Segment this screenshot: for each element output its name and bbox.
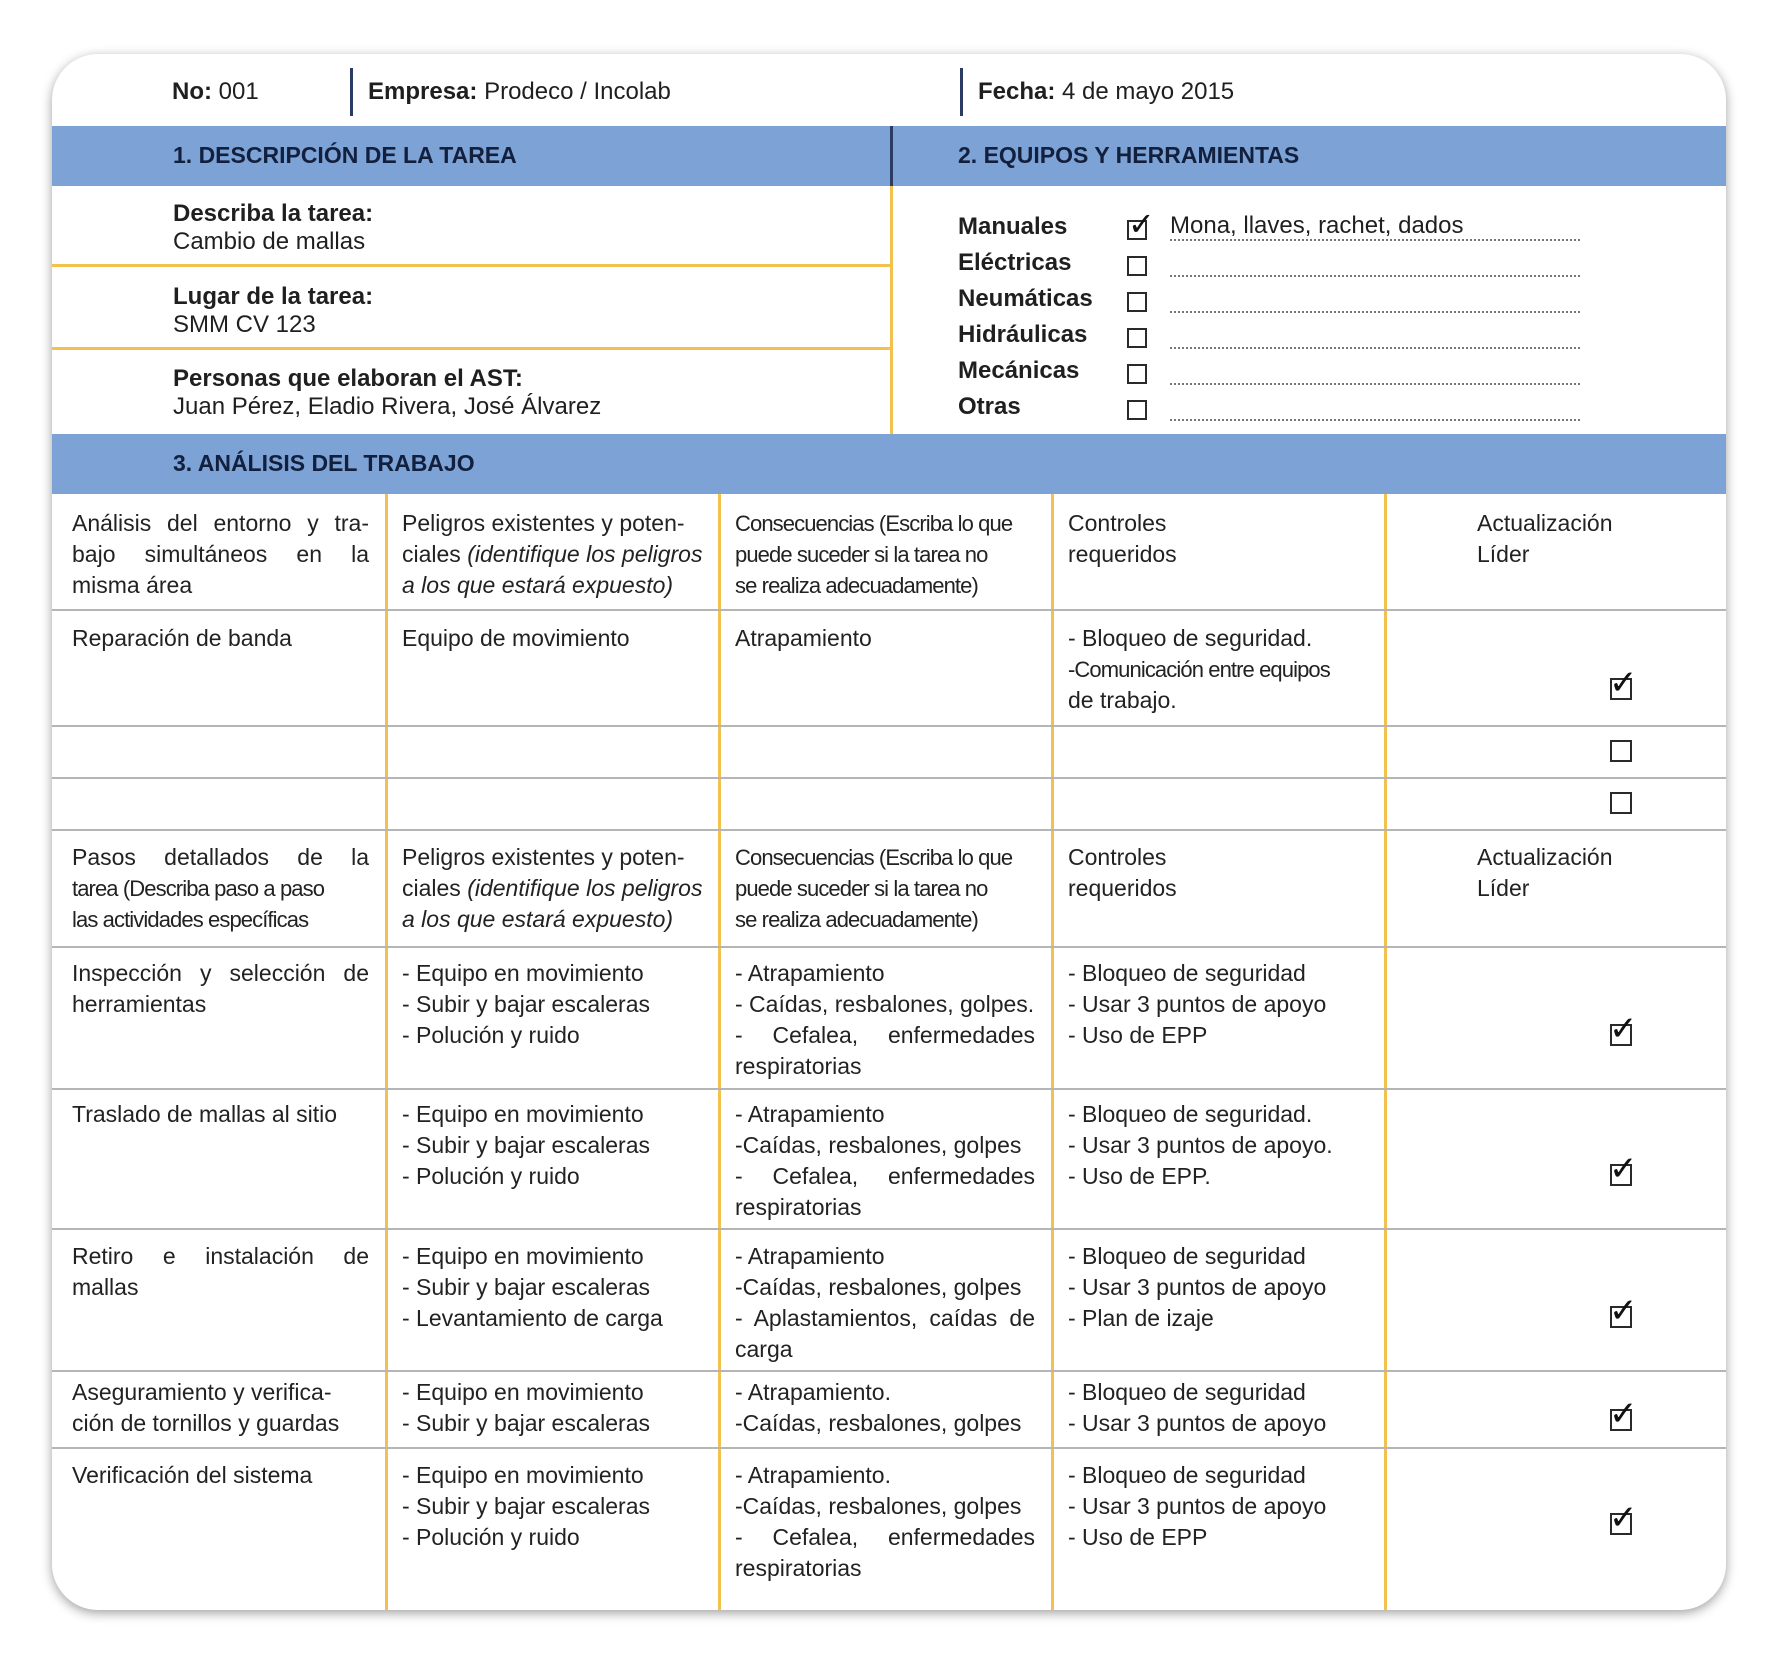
cell-text-line: -Caídas, resbalones, golpes [735, 1132, 1022, 1158]
info-divider [960, 68, 963, 116]
check-icon: ✓ [1609, 1150, 1638, 1188]
cell-text-line: - Atrapamiento [735, 960, 885, 986]
cell-text-line: - Cefalea, enfermedades [735, 1022, 1035, 1048]
row-controls [1068, 1099, 1368, 1192]
leader-checkbox[interactable] [1609, 664, 1638, 702]
header-text-line: misma área [72, 572, 193, 598]
header-hazards [402, 842, 702, 935]
row-divider [52, 946, 1726, 948]
form-company [368, 78, 671, 106]
cell-text-line: - Uso de EPP. [1068, 1163, 1211, 1189]
header-steps [72, 842, 369, 935]
cell-text-line: - Atrapamiento. [735, 1462, 891, 1488]
header-controls [1068, 842, 1368, 904]
cell-text-line: Inspección y selección de [72, 960, 369, 986]
section-divider [890, 186, 893, 434]
ast-authors-value: Juan Pérez, Eladio Rivera, José Álvarez [173, 393, 602, 420]
cell-text-line: - Usar 3 puntos de apoyo [1068, 1410, 1327, 1436]
cell-text-line: - Subir y bajar escaleras [402, 1132, 650, 1158]
task-description-value: Cambio de mallas [173, 228, 366, 255]
header-text-line: Peligros existentes y poten- [402, 844, 685, 870]
header-text-fragment: ciales [402, 541, 461, 567]
row-divider [52, 609, 1726, 611]
cell-text-line: - Levantamiento de carga [402, 1305, 663, 1331]
cell-text-line: Reparación de banda [72, 625, 292, 651]
row-hazards [402, 623, 702, 654]
cell-text-line: - Subir y bajar escaleras [402, 1274, 650, 1300]
header-consequences [735, 508, 1035, 601]
header-text-line: Actualización [1477, 510, 1613, 536]
cell-text-line: - Bloqueo de seguridad. [1068, 1101, 1313, 1127]
tool-checkbox-otras[interactable] [1127, 400, 1147, 420]
cell-text-line: - Usar 3 puntos de apoyo. [1068, 1132, 1333, 1158]
column-divider [718, 494, 721, 1610]
cell-text-line: - Usar 3 puntos de apoyo [1068, 991, 1327, 1017]
header-text-line: las actividades específicas [72, 907, 309, 932]
header-leader-update [1477, 508, 1697, 570]
tool-label-neumaticas: Neumáticas [958, 285, 1093, 312]
tool-label-mecanicas: Mecánicas [958, 357, 1080, 384]
column-divider [1051, 494, 1054, 1610]
header-text-line: Controles [1068, 844, 1167, 870]
leader-checkbox[interactable] [1609, 1395, 1638, 1433]
row-hazards [402, 958, 702, 1051]
cell-text-line: - Equipo en movimiento [402, 960, 644, 986]
header-text-line: Líder [1477, 875, 1530, 901]
row-controls [1068, 958, 1368, 1051]
header-text-fragment: ciales [402, 875, 461, 901]
company-value: Prodeco / Incolab [484, 78, 671, 105]
check-icon: ✓ [1609, 1499, 1638, 1537]
header-text-line: Líder [1477, 541, 1530, 567]
row-consequences [735, 1460, 1035, 1584]
row-divider [52, 829, 1726, 831]
tool-value-neumaticas[interactable] [1170, 285, 1580, 313]
cell-text-line: - Subir y bajar escaleras [402, 1410, 650, 1436]
cell-text-line: - Usar 3 puntos de apoyo [1068, 1493, 1327, 1519]
tool-label-otras: Otras [958, 393, 1021, 420]
header-controls [1068, 508, 1368, 570]
leader-checkbox[interactable] [1609, 1150, 1638, 1188]
tool-checkbox-mecanicas[interactable] [1127, 364, 1147, 384]
form-number [172, 78, 259, 106]
column-divider [1384, 494, 1387, 1610]
row-hazards [402, 1241, 702, 1334]
row-hazards [402, 1460, 702, 1553]
header-leader-update [1477, 842, 1697, 904]
cell-text-line: - Aplastamientos, caídas de [735, 1305, 1035, 1331]
row-divider [52, 1228, 1726, 1230]
row-consequences [735, 1377, 1035, 1439]
form-number-value: 001 [218, 78, 259, 105]
leader-checkbox[interactable] [1610, 792, 1632, 814]
cell-text-line: - Equipo en movimiento [402, 1243, 644, 1269]
form-number-label: No: [172, 78, 212, 105]
row-activity [72, 958, 369, 1020]
header-text-line: se realiza adecuadamente) [735, 573, 978, 598]
tool-label-manuales: Manuales [958, 213, 1068, 240]
row-divider [52, 1370, 1726, 1372]
tool-label-electricas: Eléctricas [958, 249, 1072, 276]
cell-text-line: Aseguramiento y verifica- [72, 1379, 332, 1405]
cell-text-line: - Subir y bajar escaleras [402, 991, 650, 1017]
header-text-line: Actualización [1477, 844, 1613, 870]
ast-authors [173, 365, 601, 421]
cell-text-line: Verificación del sistema [72, 1462, 313, 1488]
check-icon: ✓ [1609, 1010, 1638, 1048]
cell-text-line: - Usar 3 puntos de apoyo [1068, 1274, 1327, 1300]
row-divider [52, 1088, 1726, 1090]
cell-text-line: - Plan de izaje [1068, 1305, 1214, 1331]
cell-text-line: - Subir y bajar escaleras [402, 1493, 650, 1519]
tool-value-mecanicas[interactable] [1170, 357, 1580, 385]
header-text-line: puede suceder si la tarea no [735, 876, 988, 901]
row-activity [72, 623, 369, 654]
cell-text-line: Retiro e instalación de [72, 1243, 369, 1269]
tool-checkbox-manuales[interactable] [1127, 206, 1155, 242]
cell-text-line: - Bloqueo de seguridad. [1068, 625, 1313, 651]
form-info-row [52, 54, 1726, 126]
row-hazards [402, 1377, 702, 1439]
header-text-line: requeridos [1068, 875, 1177, 901]
cell-text-line: respiratorias [735, 1194, 862, 1220]
date-value: 4 de mayo 2015 [1062, 78, 1235, 105]
check-icon: ✓ [1609, 1395, 1638, 1433]
ast-authors-label: Personas que elaboran el AST: [173, 365, 523, 392]
cell-text-line: - Caídas, resbalones, golpes. [735, 991, 1035, 1017]
ast-form-card [52, 54, 1726, 1610]
cell-text-line: Equipo de movimiento [402, 625, 630, 651]
cell-text-line: - Bloqueo de seguridad [1068, 1462, 1306, 1488]
cell-text-line: Traslado de mallas al sitio [72, 1101, 338, 1127]
cell-text-line: respiratorias [735, 1555, 862, 1581]
row-consequences [735, 958, 1035, 1082]
cell-text-line: -Caídas, resbalones, golpes [735, 1410, 1022, 1436]
band-divider [890, 126, 893, 186]
row-controls [1068, 623, 1368, 716]
section2-title: 2. EQUIPOS Y HERRAMIENTAS [958, 142, 1300, 168]
task-location-value: SMM CV 123 [173, 311, 316, 338]
header-text-fragment: (identifique los peligros [467, 541, 703, 567]
check-icon: ✓ [1128, 206, 1155, 242]
row-controls [1068, 1241, 1368, 1334]
cell-text-line: respiratorias [735, 1053, 862, 1079]
divider [52, 347, 892, 350]
header-environment [72, 508, 369, 601]
header-text-line: Controles [1068, 510, 1167, 536]
cell-text-line: mallas [72, 1274, 139, 1300]
cell-text-line: ción de tornillos y guardas [72, 1410, 340, 1436]
cell-text-line: - Cefalea, enfermedades [735, 1163, 1035, 1189]
header-text-line: a los que estará expuesto) [402, 906, 674, 932]
header-text-line: tarea (Describa paso a paso [72, 876, 325, 901]
tool-value-manuales[interactable]: Mona, llaves, rachet, dados [1170, 213, 1580, 241]
cell-text-line: herramientas [72, 991, 207, 1017]
cell-text-line: - Equipo en movimiento [402, 1462, 644, 1488]
cell-text-line: - Atrapamiento [735, 1101, 885, 1127]
date-label: Fecha: [978, 78, 1056, 105]
header-text-line: a los que estará expuesto) [402, 572, 674, 598]
cell-text-line: - Polución y ruido [402, 1022, 580, 1048]
info-divider [350, 68, 353, 116]
divider [52, 264, 892, 267]
header-text-fragment: (identifique los peligros [467, 875, 703, 901]
row-consequences [735, 1099, 1035, 1223]
leader-checkbox[interactable] [1610, 740, 1632, 762]
row-activity [72, 1377, 369, 1439]
column-divider [385, 494, 388, 1610]
row-consequences [735, 1241, 1035, 1365]
task-location [173, 283, 373, 339]
cell-text-line: - Polución y ruido [402, 1524, 580, 1550]
form-date [978, 78, 1234, 106]
section3-title: 3. ANÁLISIS DEL TRABAJO [173, 450, 475, 476]
row-divider [52, 725, 1726, 727]
tool-label-hidraulicas: Hidráulicas [958, 321, 1088, 348]
header-text-line: Consecuencias (Escriba lo que [735, 511, 1013, 536]
row-divider [52, 1447, 1726, 1449]
cell-text-line: -Caídas, resbalones, golpes [735, 1274, 1022, 1300]
row-controls [1068, 1377, 1368, 1439]
cell-text-line: - Equipo en movimiento [402, 1379, 644, 1405]
cell-text-line: - Uso de EPP [1068, 1524, 1208, 1550]
row-consequences [735, 623, 1035, 654]
cell-text-line: - Atrapamiento [735, 1243, 885, 1269]
header-text-line: requeridos [1068, 541, 1177, 567]
cell-text-line: Atrapamiento [735, 625, 872, 651]
tool-checkbox-electricas[interactable] [1127, 256, 1147, 276]
header-text-line: Análisis del entorno y tra- [72, 510, 369, 536]
check-icon: ✓ [1609, 664, 1638, 702]
cell-text-line: - Polución y ruido [402, 1163, 580, 1189]
row-controls [1068, 1460, 1368, 1553]
row-divider [52, 777, 1726, 779]
cell-text-line: -Comunicación entre equipos [1068, 657, 1330, 682]
cell-text-line: - Cefalea, enfermedades [735, 1524, 1035, 1550]
cell-text-line: - Bloqueo de seguridad [1068, 1379, 1306, 1405]
cell-text-line: -Caídas, resbalones, golpes [735, 1493, 1022, 1519]
tool-checkbox-neumaticas[interactable] [1127, 292, 1147, 312]
header-consequences [735, 842, 1035, 935]
header-text-line: puede suceder si la tarea no [735, 542, 988, 567]
row-activity [72, 1099, 369, 1130]
header-text-line: Consecuencias (Escriba lo que [735, 845, 1013, 870]
row-activity [72, 1460, 369, 1491]
header-text-line: Pasos detallados de la [72, 844, 369, 870]
header-text-line: se realiza adecuadamente) [735, 907, 978, 932]
cell-text-line: de trabajo. [1068, 687, 1177, 713]
tool-value-electricas[interactable] [1170, 249, 1580, 277]
leader-checkbox[interactable] [1609, 1292, 1638, 1330]
leader-checkbox[interactable] [1609, 1010, 1638, 1048]
cell-text-line: - Bloqueo de seguridad [1068, 960, 1306, 986]
cell-text-line: - Uso de EPP [1068, 1022, 1208, 1048]
header-hazards [402, 508, 702, 601]
cell-text-line: carga [735, 1336, 793, 1362]
task-description-label: Describa la tarea: [173, 200, 374, 227]
section1-title: 1. DESCRIPCIÓN DE LA TAREA [173, 142, 517, 168]
check-icon: ✓ [1609, 1292, 1638, 1330]
leader-checkbox[interactable] [1609, 1499, 1638, 1537]
task-description [173, 200, 373, 256]
tool-value-hidraulicas[interactable] [1170, 321, 1580, 349]
company-label: Empresa: [368, 78, 478, 105]
row-activity [72, 1241, 369, 1303]
cell-text-line: - Equipo en movimiento [402, 1101, 644, 1127]
cell-text-line: - Bloqueo de seguridad [1068, 1243, 1306, 1269]
task-location-label: Lugar de la tarea: [173, 283, 374, 310]
tool-value-otras[interactable] [1170, 393, 1580, 421]
tool-checkbox-hidraulicas[interactable] [1127, 328, 1147, 348]
cell-text-line: - Atrapamiento. [735, 1379, 891, 1405]
row-hazards [402, 1099, 702, 1192]
header-text-line: bajo simultáneos en la [72, 541, 369, 567]
header-text-line: Peligros existentes y poten- [402, 510, 685, 536]
